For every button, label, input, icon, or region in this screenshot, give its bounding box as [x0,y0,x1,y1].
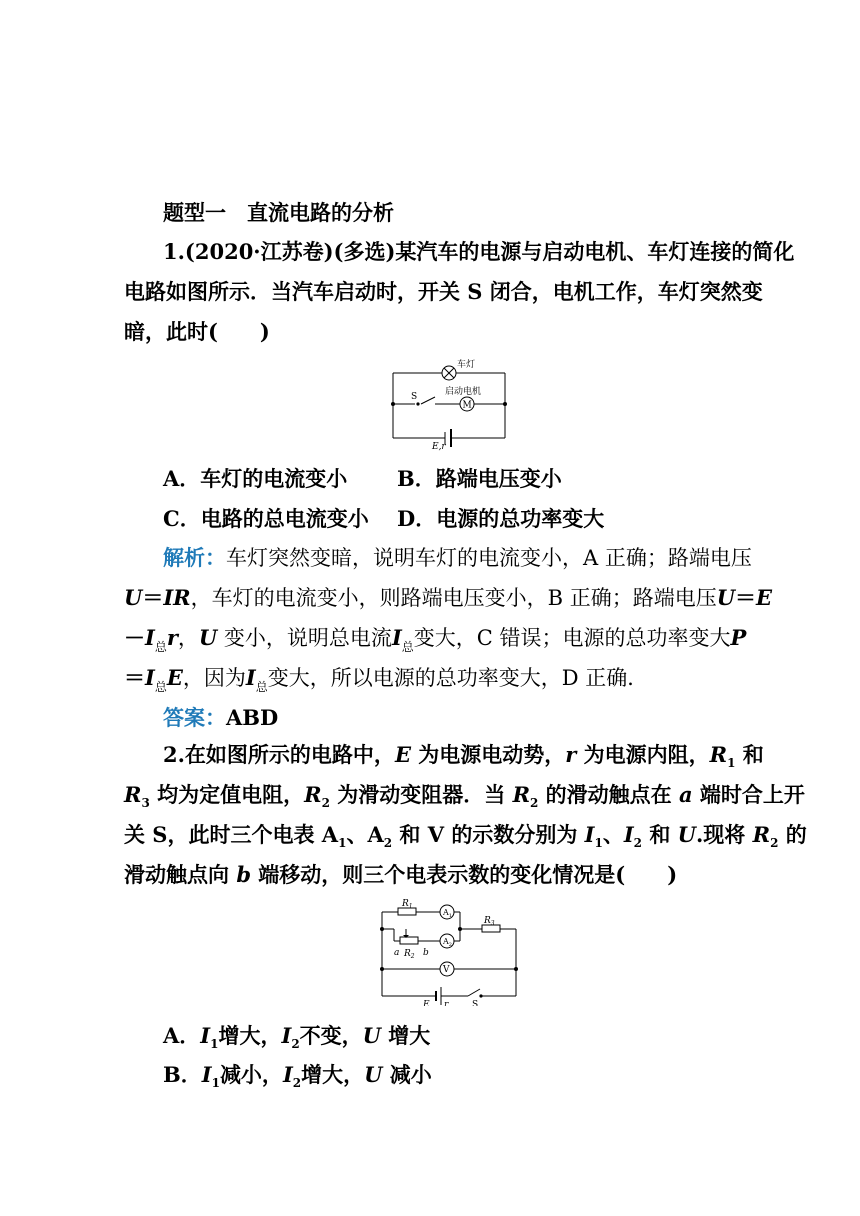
var-E: E [166,665,183,690]
option-label: B． [163,1062,202,1087]
text: 2.在如图所示的电路中， [163,742,395,767]
var-U: U [716,585,736,610]
q1-stem-line2: 电路如图所示．当汽车启动时，开关 S 闭合，电机工作，车灯突然变 [124,279,763,304]
text: 和 [642,822,678,847]
eq-sign: ＝ [124,665,145,690]
label-s: S [472,1000,479,1006]
label-r2: $R_2$ [404,949,415,960]
var-I: I [201,1062,212,1087]
section-title: 题型一 直流电路的分析 [163,200,394,225]
label-e: E [423,1000,430,1006]
var-r: r [166,625,178,650]
text: 增大 [381,1023,431,1048]
subscript: 2 [770,836,779,850]
q2-option-b [163,1061,738,1097]
q2-option-a [163,1022,738,1058]
analysis-line3 [124,624,747,661]
q1-circuit-diagram [385,355,515,453]
analysis-text4b: 变大，所以电源的总功率变大，D 正确． [267,666,649,690]
text: 和 V 的示数分别为 [392,822,585,847]
var-R: R [752,822,771,847]
subscript: 2 [383,836,393,850]
var-P: P [730,625,747,650]
subscript: 1 [210,1037,219,1051]
analysis-text2: ，车灯的电流变小，则路端电压变小，B 正确；路端电压 [190,586,717,610]
text: 的滑动触点在 [538,782,679,807]
subscript: 1 [594,836,603,850]
answer-label: 答案： [163,705,226,730]
q1-option-d: D．电源的总功率变大 [397,506,605,531]
text: 端时合上开 [692,782,805,807]
text: 关 S，此时三个电表 A [124,822,339,847]
var-R: R [512,782,531,807]
var-r: r [565,742,577,767]
q2-circuit-diagram [376,898,522,1006]
var-R: R [124,782,142,807]
eq-sign: ＝ [142,585,164,610]
label-v: V [443,965,450,975]
var-E: E [394,742,411,767]
q2-stem-line1 [163,741,764,777]
q1-stem-line1: 1.(2020·江苏卷)(多选)某汽车的电源与启动电机、车灯连接的简化 [163,239,795,264]
text: 为电源内阻， [576,742,710,767]
analysis-line2 [124,584,773,612]
text: 增大， [218,1023,282,1048]
subscript-total: 总 [154,680,167,694]
analysis-text4a: ，因为 [182,666,246,690]
analysis-line1 [163,544,752,572]
var-I: I [145,665,155,690]
switch-label: S [411,392,418,402]
var-R: R [709,742,728,767]
subscript: 1 [338,836,347,850]
text: 滑动触点向 [124,862,237,887]
analysis-line4 [124,664,738,701]
var-U: U [677,822,696,847]
text: 为电源电动势， [410,742,566,767]
subscript: 2 [530,796,539,810]
lamp-label: 车灯 [457,360,476,370]
motor-label: 启动电机 [445,387,482,397]
subscript: 3 [141,796,150,810]
option-label: A． [163,1023,201,1048]
var-U: U [362,1023,381,1048]
label-a1: $A_1$ [443,908,452,919]
var-I: I [145,625,155,650]
q1-stem-line3: 暗，此时( ) [124,319,270,344]
text: 为滑动变阻器．当 [329,782,513,807]
label-a-end: a [394,948,400,958]
var-I: I [200,1023,211,1048]
var-IR: IR [163,585,191,610]
text: 、 [602,822,624,847]
analysis-text3b: 变大，C 错误；电源的总功率变大 [413,626,731,650]
analysis-text3a: 变小，说明总电流 [217,626,392,650]
label-r: r [444,1000,449,1006]
answer-line [163,704,738,732]
q1-option-a: A．车灯的电流变小 [163,466,348,491]
label-a2: $A_2$ [443,937,452,948]
source-label: E,r [432,442,446,452]
analysis-text1: 车灯突然变暗，说明车灯的电流变小，A 正确；路端电压 [226,546,752,570]
comma: ， [177,626,199,650]
var-U: U [124,585,143,610]
var-R: R [304,782,322,807]
text: 减小， [219,1062,283,1087]
subscript: 1 [211,1076,220,1090]
subscript: 2 [291,1037,300,1051]
text: .现将 [695,822,753,847]
q2-stem-line4 [124,861,738,889]
var-I: I [281,1023,292,1048]
var-U: U [198,625,218,650]
var-a: a [679,782,693,807]
text: 和 [735,742,764,767]
subscript: 2 [292,1076,302,1090]
label-r1: $R_1$ [402,899,413,910]
motor-symbol: M [462,400,472,411]
text: 增大， [301,1062,365,1087]
text: 的 [778,822,807,847]
var-I: I [584,822,595,847]
q1-option-c: C．电路的总电流变小 [163,506,369,531]
label-b-end: b [423,948,429,958]
subscript-total: 总 [154,640,167,654]
analysis-label: 解析： [163,545,226,570]
subscript-total: 总 [401,640,414,654]
q2-stem-line3 [124,821,807,857]
var-I: I [282,1062,293,1087]
var-I: I [245,665,256,690]
text: 不变， [299,1023,363,1048]
var-E: E [756,585,773,610]
subscript: 1 [727,756,736,770]
q2-stem-line2 [124,781,805,817]
var-b: b [236,862,251,887]
var-I: I [391,625,402,650]
label-r3: $R_3$ [484,916,495,927]
answer-value: ABD [226,705,279,730]
q1-option-b: B．路端电压变小 [397,466,562,491]
var-U: U [364,1062,383,1087]
text: 均为定值电阻， [149,782,305,807]
text: 减小 [382,1062,432,1087]
minus-sign: － [124,625,145,650]
subscript: 2 [321,796,330,810]
eq-sign: ＝ [735,585,757,610]
subscript: 2 [633,836,643,850]
subscript-total: 总 [255,680,268,694]
text: 端移动，则三个电表示数的变化情况是( ) [251,862,678,887]
var-I: I [623,822,634,847]
text: 、A [346,822,384,847]
